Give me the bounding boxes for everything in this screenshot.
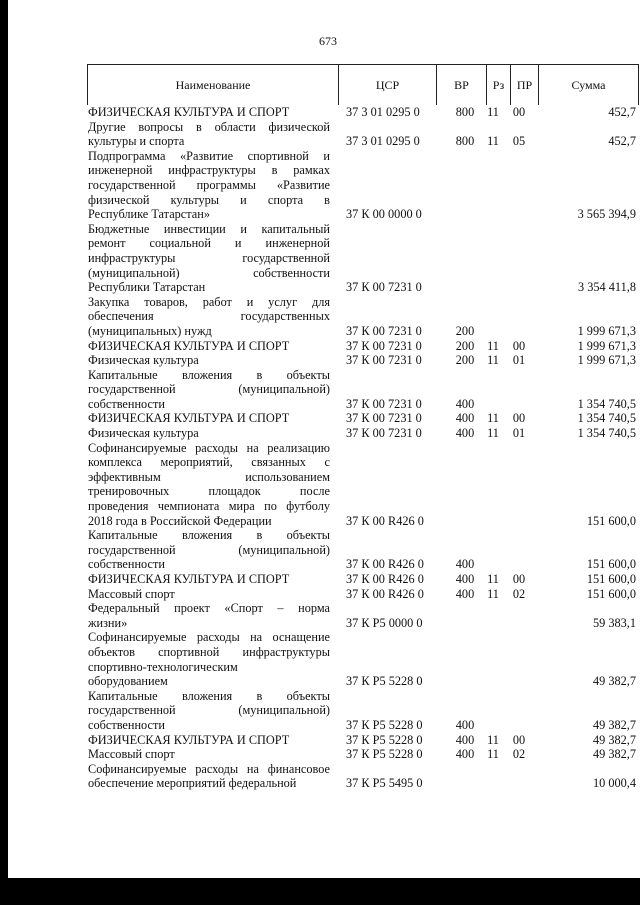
table-row	[88, 120, 636, 149]
row-sum: 3 354 411,8	[578, 280, 636, 295]
row-name-line: Республики Татарстан	[88, 280, 206, 295]
row-name-line: Софинансируемые расходы на оснащение	[88, 630, 330, 645]
row-name-line: культуры и спорта	[88, 134, 185, 149]
row-csr: 37 К 00 R426 0	[346, 513, 424, 528]
table-row	[88, 222, 636, 295]
row-vr: 800	[455, 105, 475, 119]
row-rz: 11	[487, 134, 499, 149]
row-name-line: ФИЗИЧЕСКАЯ КУЛЬТУРА И СПОРТ	[88, 732, 290, 747]
row-csr: 37 К P5 0000 0	[346, 615, 423, 630]
row-name-line: обеспечение мероприятий федеральной	[88, 776, 297, 791]
table-row	[88, 572, 636, 587]
row-csr: 37 К 00 7231 0	[346, 323, 422, 338]
row-vr: 400	[455, 411, 475, 426]
row-name-line: Подпрограмма «Развитие спортивной и	[88, 148, 330, 163]
row-csr: 37 К P5 5495 0	[346, 776, 423, 791]
row-rz: 11	[487, 411, 499, 426]
row-csr: 37 К 00 R426 0	[346, 586, 424, 601]
table-row	[88, 441, 636, 529]
row-name-line: ФИЗИЧЕСКАЯ КУЛЬТУРА И СПОРТ	[88, 411, 290, 426]
row-name-line: Софинансируемые расходы на финансовое	[88, 761, 330, 776]
row-pr: 05	[512, 134, 526, 149]
header-rz: Рз	[486, 65, 510, 105]
row-pr: 00	[512, 338, 526, 353]
row-name	[88, 120, 330, 149]
row-name-line: Республике Татарстан»	[88, 207, 210, 222]
header-pr: ПР	[510, 65, 538, 105]
table-row	[88, 528, 636, 572]
row-name	[88, 426, 330, 441]
row-name-line: собственности	[88, 557, 165, 572]
row-csr: 37 К P5 5228 0	[346, 717, 423, 732]
row-csr: 37 К 00 0000 0	[346, 207, 422, 222]
table-row	[88, 339, 636, 354]
row-pr: 02	[512, 586, 526, 601]
row-name-line: оборудованием	[88, 674, 168, 689]
row-name-line: собственности	[88, 717, 165, 732]
row-rz: 11	[487, 338, 499, 353]
row-name	[88, 601, 330, 630]
row-pr: 00	[512, 105, 526, 119]
row-vr: 200	[455, 353, 475, 368]
row-name-line: собственности	[88, 396, 165, 411]
page-number: 673	[319, 34, 337, 48]
row-sum: 3 565 394,9	[577, 207, 636, 222]
row-rz: 11	[487, 426, 499, 441]
row-sum: 1 354 740,5	[577, 411, 636, 426]
row-name-line: инженерной инфраструктуры в рамках	[88, 163, 330, 178]
row-name-line: инфраструктуры государственной	[88, 250, 330, 265]
row-name	[88, 295, 330, 339]
row-sum: 59 383,1	[592, 615, 636, 630]
table-row	[88, 601, 636, 630]
row-name-line: физической культуры и спорта в	[88, 192, 330, 207]
row-vr: 400	[455, 717, 475, 732]
row-name	[88, 689, 330, 733]
row-name-line: тренировочных площадок после	[88, 484, 330, 499]
row-name-line: Массовый спорт	[88, 586, 175, 601]
row-name-line: (муниципальной) собственности	[88, 265, 330, 280]
row-csr: 37 3 01 0295 0	[346, 105, 420, 119]
row-sum: 151 600,0	[586, 557, 636, 572]
row-csr: 37 К 00 7231 0	[346, 338, 422, 353]
table-row	[88, 368, 636, 412]
row-rz: 11	[487, 572, 499, 586]
row-vr: 200	[455, 323, 475, 338]
row-name-line: ФИЗИЧЕСКАЯ КУЛЬТУРА И СПОРТ	[88, 572, 290, 586]
row-vr: 400	[455, 426, 475, 441]
row-rz: 11	[487, 105, 499, 119]
row-pr: 00	[512, 572, 526, 586]
row-name	[88, 441, 330, 529]
row-vr: 400	[455, 572, 475, 586]
row-name-line: ремонт социальной и инженерной	[88, 236, 330, 251]
row-csr: 37 К 00 7231 0	[346, 353, 422, 368]
row-name-line: Физическая культура	[88, 353, 199, 368]
row-name	[88, 222, 330, 295]
row-name	[88, 587, 330, 602]
table-row	[88, 689, 636, 733]
row-name-line: Капитальные вложения в объекты	[88, 367, 330, 382]
row-name	[88, 339, 330, 354]
row-sum: 49 382,7	[592, 747, 636, 762]
row-csr: 37 К 00 7231 0	[346, 280, 422, 295]
document-page	[8, 0, 640, 878]
row-name-line: Федеральный проект «Спорт – норма	[88, 601, 330, 616]
row-sum: 452,7	[608, 134, 636, 149]
row-name-line: обеспечения государственных	[88, 309, 330, 324]
row-sum: 1 999 671,3	[577, 353, 636, 368]
row-name	[88, 572, 330, 587]
row-name-line: государственной программы «Развитие	[88, 177, 330, 192]
row-sum: 10 000,4	[592, 776, 636, 791]
row-vr: 400	[455, 586, 475, 601]
table-header	[87, 64, 639, 105]
row-sum: 151 600,0	[586, 572, 636, 586]
row-rz: 11	[487, 353, 499, 368]
row-name-line: Капитальные вложения в объекты	[88, 528, 330, 543]
row-name-line: государственной (муниципальной)	[88, 382, 330, 397]
row-vr: 400	[455, 747, 475, 762]
row-name-line: Другие вопросы в области физической	[88, 119, 330, 134]
row-sum: 1 999 671,3	[577, 323, 636, 338]
row-vr: 800	[455, 134, 475, 149]
row-name-line: Капитальные вложения в объекты	[88, 688, 330, 703]
row-name	[88, 630, 330, 688]
row-vr: 400	[455, 396, 475, 411]
row-rz: 11	[487, 732, 499, 747]
row-name-line: государственной (муниципальной)	[88, 703, 330, 718]
table-row	[88, 630, 636, 688]
row-sum: 49 382,7	[592, 674, 636, 689]
row-sum: 1 354 740,5	[577, 426, 636, 441]
row-name	[88, 353, 330, 368]
row-name-line: спортивно-технологическим	[88, 659, 238, 674]
row-rz: 11	[487, 747, 499, 762]
header-vr: ВР	[436, 65, 486, 105]
row-vr: 400	[455, 732, 475, 747]
table-row	[88, 295, 636, 339]
row-name	[88, 368, 330, 412]
row-sum: 1 999 671,3	[577, 338, 636, 353]
row-name	[88, 733, 330, 748]
row-csr: 37 К 00 7231 0	[346, 426, 422, 441]
row-sum: 49 382,7	[592, 732, 636, 747]
row-name-line: ФИЗИЧЕСКАЯ КУЛЬТУРА И СПОРТ	[88, 105, 290, 119]
row-name	[88, 528, 330, 572]
row-sum: 452,7	[608, 105, 636, 119]
row-csr: 37 К 00 7231 0	[346, 411, 422, 426]
row-name	[88, 149, 330, 222]
row-csr: 37 К P5 5228 0	[346, 674, 423, 689]
row-csr: 37 К P5 5228 0	[346, 747, 423, 762]
row-csr: 37 К 00 R426 0	[346, 572, 424, 586]
table-row	[88, 149, 636, 222]
row-csr: 37 К 00 R426 0	[346, 557, 424, 572]
header-csr: ЦСР	[338, 65, 436, 105]
row-name-line: эффективным использованием	[88, 469, 330, 484]
row-sum: 1 354 740,5	[577, 396, 636, 411]
row-sum: 151 600,0	[586, 586, 636, 601]
table-row	[88, 353, 636, 368]
row-name-line: ФИЗИЧЕСКАЯ КУЛЬТУРА И СПОРТ	[88, 338, 290, 353]
row-pr: 01	[512, 426, 526, 441]
table-row	[88, 587, 636, 602]
row-sum: 49 382,7	[592, 717, 636, 732]
table-row	[88, 105, 636, 120]
header-name: Наименование	[175, 78, 251, 92]
row-pr: 00	[512, 411, 526, 426]
row-vr: 400	[455, 557, 475, 572]
row-pr: 01	[512, 353, 526, 368]
row-name	[88, 105, 330, 120]
table-row	[88, 747, 636, 762]
table-row	[88, 762, 636, 791]
row-name-line: 2018 года в Российской Федерации	[88, 513, 272, 528]
row-rz: 11	[487, 586, 499, 601]
row-name-line: Физическая культура	[88, 426, 199, 441]
row-name-line: проведения чемпионата мира по футболу	[88, 499, 330, 514]
row-csr: 37 К P5 5228 0	[346, 732, 423, 747]
row-name-line: Закупка товаров, работ и услуг для	[88, 294, 330, 309]
row-name-line: государственной (муниципальной)	[88, 542, 330, 557]
row-vr: 200	[455, 338, 475, 353]
row-name	[88, 411, 330, 426]
row-name-line: жизни»	[88, 615, 128, 630]
row-csr: 37 К 00 7231 0	[346, 396, 422, 411]
row-name-line: Софинансируемые расходы на реализацию	[88, 440, 330, 455]
row-name-line: комплекса мероприятий, связанных с	[88, 455, 330, 470]
row-name-line: Массовый спорт	[88, 747, 175, 762]
table-row	[88, 426, 636, 441]
table-body	[88, 105, 636, 791]
header-sum: Сумма	[538, 65, 638, 105]
table-row	[88, 411, 636, 426]
row-name	[88, 762, 330, 791]
row-pr: 02	[512, 747, 526, 762]
table-row	[88, 733, 636, 748]
row-name-line: Бюджетные инвестиции и капитальный	[88, 221, 330, 236]
row-name-line: (муниципальных) нужд	[88, 323, 212, 338]
row-pr: 00	[512, 732, 526, 747]
row-name-line: объектов спортивной инфраструктуры	[88, 644, 330, 659]
row-sum: 151 600,0	[586, 513, 636, 528]
row-name	[88, 747, 330, 762]
row-csr: 37 3 01 0295 0	[346, 134, 420, 149]
